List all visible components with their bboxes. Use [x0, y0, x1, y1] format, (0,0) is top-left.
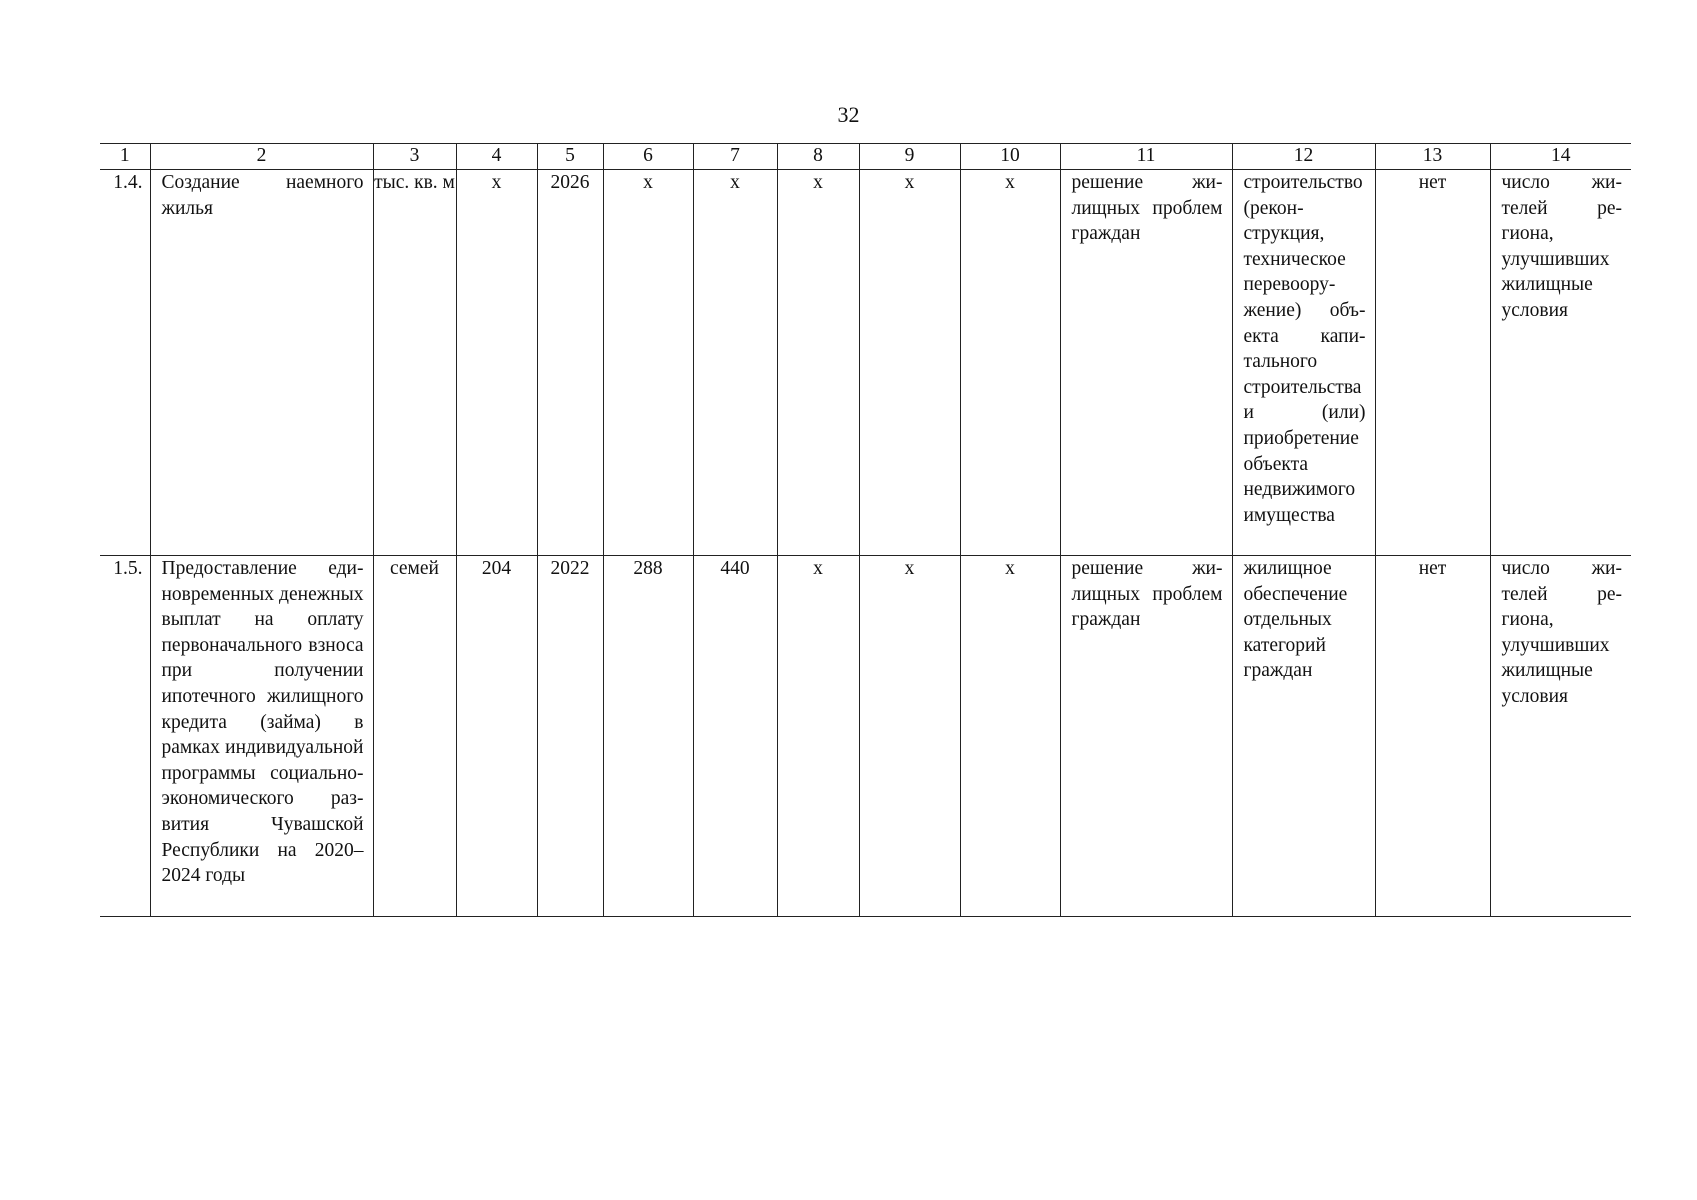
value-cell-10: х [960, 170, 1060, 556]
indicators-table [100, 143, 1631, 917]
value-cell-7: 440 [693, 556, 777, 917]
type-cell: строительство (реконструкция, техническое перевооружение) объекта капитального строительства и (или) приобретение объекта недвижимого имущества [1232, 170, 1375, 556]
measure-name: Создание наемного жилья [150, 170, 373, 556]
goal-cell: решение жилищных проблем граждан [1060, 556, 1232, 917]
unit-cell: тыс. кв. м [373, 170, 456, 556]
value-cell-8: х [777, 556, 859, 917]
value-cell-7: х [693, 170, 777, 556]
page-number: 32 [837, 102, 860, 127]
value-cell-9: х [859, 556, 960, 917]
column-header-8: 8 [777, 144, 859, 170]
value-cell-9: х [859, 170, 960, 556]
unit-cell: семей [373, 556, 456, 917]
value-cell-4: х [456, 170, 537, 556]
column-header-6: 6 [603, 144, 693, 170]
value-cell-5: 2026 [537, 170, 603, 556]
table-row [100, 170, 1631, 556]
column-header-3: 3 [373, 144, 456, 170]
value-cell-6: х [603, 170, 693, 556]
column-header-12: 12 [1232, 144, 1375, 170]
column-header-14: 14 [1490, 144, 1631, 170]
row-number: 1.4. [100, 170, 150, 556]
type-cell: жилищное обеспечение отдельных категорий граждан [1232, 556, 1375, 917]
column-header-10: 10 [960, 144, 1060, 170]
column-header-4: 4 [456, 144, 537, 170]
value-cell-5: 2022 [537, 556, 603, 917]
column-header-2: 2 [150, 144, 373, 170]
indicator-cell: число жителей региона, улучшивших жилищные условия [1490, 170, 1631, 556]
column-number-row [100, 144, 1631, 170]
table-row [100, 556, 1631, 917]
row-number: 1.5. [100, 556, 150, 917]
column-header-13: 13 [1375, 144, 1490, 170]
measure-name: Предоставление единовременных денежных выплат на оплату первоначального взноса при получении ипотечного жилищного кредита (займа) в рамках индивидуальной программы социально-экономического развития Чувашской Республики на 2020–2024 годы [150, 556, 373, 917]
flag-cell: нет [1375, 170, 1490, 556]
column-header-1: 1 [100, 144, 150, 170]
value-cell-4: 204 [456, 556, 537, 917]
indicator-cell: число жителей региона, улучшивших жилищные условия [1490, 556, 1631, 917]
column-header-7: 7 [693, 144, 777, 170]
value-cell-8: х [777, 170, 859, 556]
value-cell-6: 288 [603, 556, 693, 917]
value-cell-10: х [960, 556, 1060, 917]
flag-cell: нет [1375, 556, 1490, 917]
column-header-5: 5 [537, 144, 603, 170]
column-header-9: 9 [859, 144, 960, 170]
column-header-11: 11 [1060, 144, 1232, 170]
goal-cell: решение жилищных проблем граждан [1060, 170, 1232, 556]
